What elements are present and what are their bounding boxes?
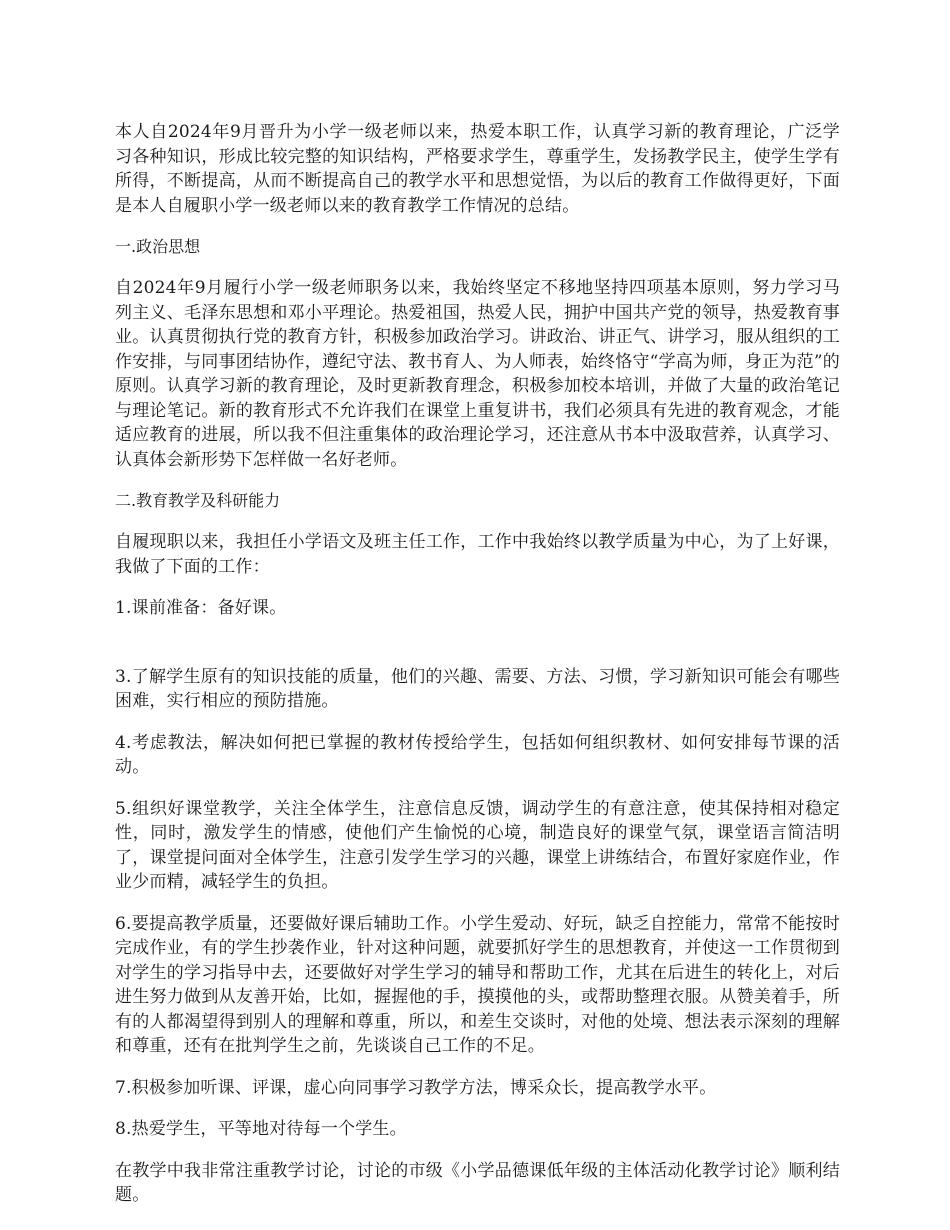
teaching-intro-paragraph: 自履现职以来，我担任小学语文及班主任工作，工作中我始终以教学质量为中心，为了上好课，我做了下面的工作： bbox=[115, 532, 840, 577]
document-page bbox=[115, 120, 840, 1225]
section-heading-teaching: 二.教育教学及科研能力 bbox=[115, 491, 281, 510]
blank-gap bbox=[115, 638, 840, 665]
closing-paragraph: 在教学中我非常注重教学讨论，讨论的市级《小学品德课低年级的主体活动化教学讨论》顺利结题。 bbox=[115, 1160, 840, 1205]
list-item: 7.积极参加听课、评课，虚心向同事学习教学方法，博采众长，提高教学水平。 bbox=[115, 1077, 717, 1098]
list-item: 5.组织好课堂教学，关注全体学生，注意信息反馈，调动学生的有意注意，使其保持相对稳定性，同时，激发学生的情感，使他们产生愉悦的心境，制造良好的课堂气氛，课堂语言简洁明了，课堂提问面对全体学生，注意引发学生学习的兴趣，课堂上讲练结合，布置好家庭作业，作业少而精，减轻学生的负担。 bbox=[115, 798, 840, 892]
intro-paragraph: 本人自2024年9月晋升为小学一级老师以来，热爱本职工作，认真学习新的教育理论，广泛学习各种知识，形成比较完整的知识结构，严格要求学生，尊重学生，发扬教学民主，使学生学有所得，不断提高，从而不断提高自己的教学水平和思想觉悟，为以后的教育工作做得更好，下面是本人自履职小学一级老师以来的教育教学工作情况的总结。 bbox=[115, 122, 840, 216]
list-item: 1.课前准备：备好课。 bbox=[115, 598, 287, 618]
list-item: 3.了解学生原有的知识技能的质量，他们的兴趣、需要、方法、习惯，学习新知识可能会有哪些困难，实行相应的预防措施。 bbox=[115, 666, 840, 711]
list-item: 4.考虑教法，解决如何把已掌握的教材传授给学生，包括如何组织教材、如何安排每节课的活动。 bbox=[115, 732, 840, 777]
politics-paragraph: 自2024年9月履行小学一级老师职务以来，我始终坚定不移地坚持四项基本原则，努力学习马列主义、毛泽东思想和邓小平理论。热爱祖国，热爱人民，拥护中国共产党的领导，热爱教育事业。认真贯彻执行党的教育方针，积极参加政治学习。讲政治、讲正气、讲学习，服从组织的工作安排，与同事团结协作，遵纪守法、教书育人、为人师表，始终恪守“学高为师，身正为范”的原则。认真学习新的教育理论，及时更新教育理念，积极参加校本培训，并做了大量的政治笔记与理论笔记。新的教育形式不允许我们在课堂上重复讲书，我们必须具有先进的教育观念，才能适应教育的进展，所以我不但注重集体的政治理论学习，还注意从书本中汲取营养，认真学习、认真体会新形势下怎样做一名好老师。 bbox=[115, 278, 840, 470]
list-item: 8.热爱学生，平等地对待每一个学生。 bbox=[115, 1119, 407, 1139]
list-item: 6.要提高教学质量，还要做好课后辅助工作。小学生爱动、好玩，缺乏自控能力，常常不能按时完成作业，有的学生抄袭作业，针对这种问题，就要抓好学生的思想教育，并使这一工作贯彻到对学生的学习指导中去，还要做好对学生学习的辅导和帮助工作，尤其在后进生的转化上，对后进生努力做到从友善开始，比如，握握他的手，摸摸他的头，或帮助整理衣服。从赞美着手，所有的人都渴望得到别人的理解和尊重，所以，和差生交谈时，对他的处境、想法表示深刻的理解和尊重，还有在批判学生之前，先谈谈自己工作的不足。 bbox=[115, 913, 840, 1056]
section-heading-politics: 一.政治思想 bbox=[115, 237, 201, 256]
